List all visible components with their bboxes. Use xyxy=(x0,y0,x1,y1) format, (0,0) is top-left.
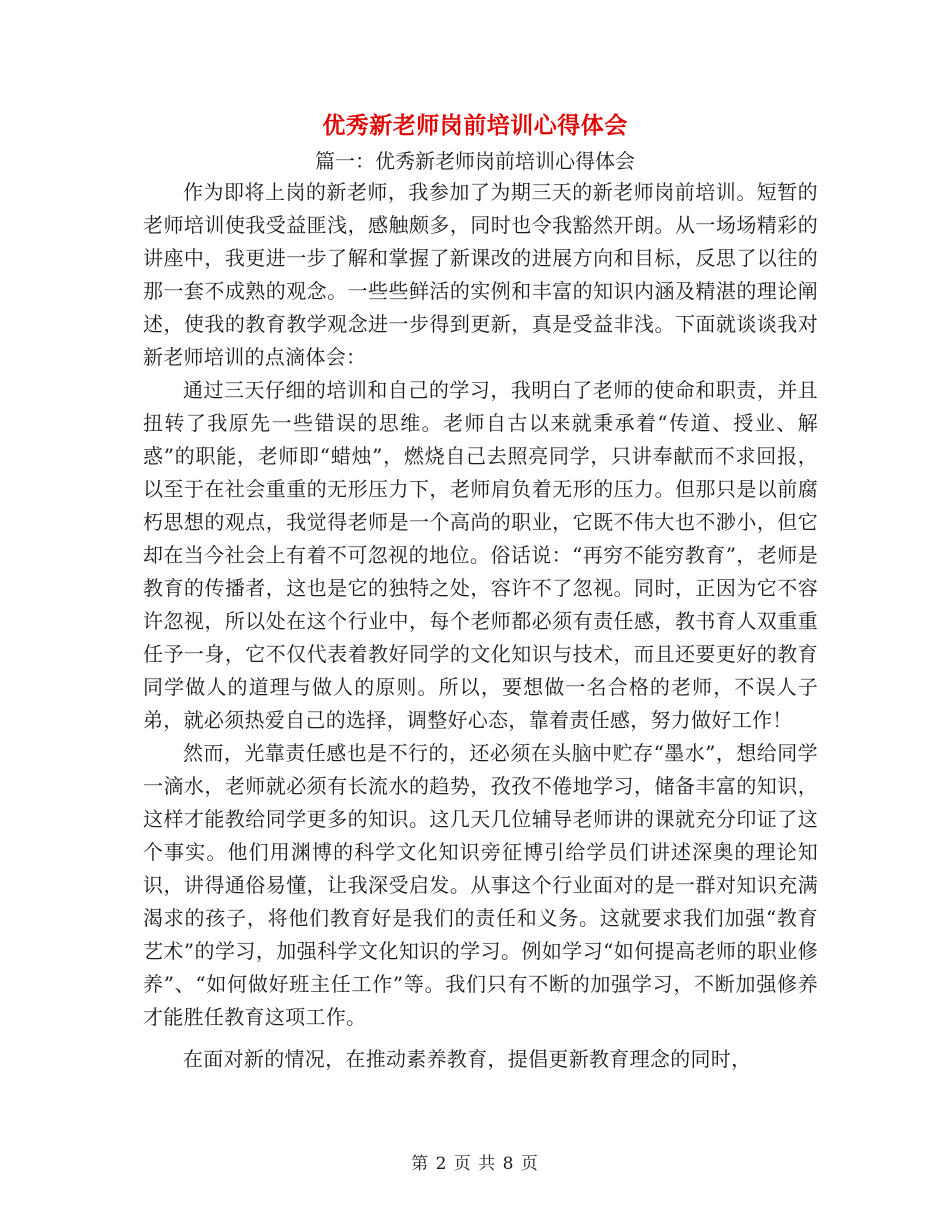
body-paragraph: 然而，光靠责任感也是不行的，还必须在头脑中贮存“墨水”，想给同学一滴水，老师就必须有长流水的趋势，孜孜不倦地学习，储备丰富的知识，这样才能教给同学更多的知识。这几天几位辅导老师讲的课就充分印证了这个事实。他们用渊博的科学文化知识旁征博引给学员们讲述深奥的理论知识，讲得通俗易懂，让我深受启发。从事这个行业面对的是一群对知识充满渴求的孩子，将他们教育好是我们的责任和义务。这就要求我们加强“教育艺术”的学习，加强科学文化知识的学习。例如学习“如何提高老师的职业修养”、“如何做好班主任工作”等。我们只有不断的加强学习，不断加强修养才能胜任教育这项工作。 xyxy=(143,741,818,1029)
body-paragraph: 在面对新的情况，在推动素养教育，提倡更新教育理念的同时， xyxy=(183,1047,752,1071)
document-body xyxy=(143,176,818,1076)
body-paragraph: 通过三天仔细的培训和自己的学习，我明白了老师的使命和职责，并且扭转了我原先一些错误的思维。老师自古以来就秉承着“传道、授业、解惑”的职能，老师即“蜡烛”，燃烧自己去照亮同学，只讲奉献而不求回报，以至于在社会重重的无形压力下，老师肩负着无形的压力。但那只是以前腐朽思想的观点，我觉得老师是一个高尚的职业，它既不伟大也不渺小，但它却在当今社会上有着不可忽视的地位。俗话说：“再穷不能穷教育”，老师是教育的传播者，这也是它的独特之处，容许不了忽视。同时，正因为它不容许忽视，所以处在这个行业中，每个老师都必须有责任感，教书育人双重重任予一身，它不仅代表着教好同学的文化知识与技术，而且还要更好的教育同学做人的道理与做人的原则。所以，要想做一名合格的老师，不误人子弟，就必须热爱自己的选择，调整好心态，靠着责任感，努力做好工作！ xyxy=(143,378,818,732)
document-title: 优秀新老师岗前培训心得体会 xyxy=(322,112,628,139)
body-paragraph: 作为即将上岗的新老师，我参加了为期三天的新老师岗前培训。短暂的老师培训使我受益匪浅，感触颇多，同时也令我豁然开朗。从一场场精彩的讲座中，我更进一步了解和掌握了新课改的进展方向和目标，反思了以往的那一套不成熟的观念。一些些鲜活的实例和丰富的知识内涵及精湛的理论阐述，使我的教育教学观念进一步得到更新，真是受益非浅。下面就谈谈我对新老师培训的点滴体会： xyxy=(143,180,818,369)
page-number-footer: 第 2 页 共 8 页 xyxy=(411,1154,539,1174)
document-subtitle: 篇一：优秀新老师岗前培训心得体会 xyxy=(315,149,635,173)
